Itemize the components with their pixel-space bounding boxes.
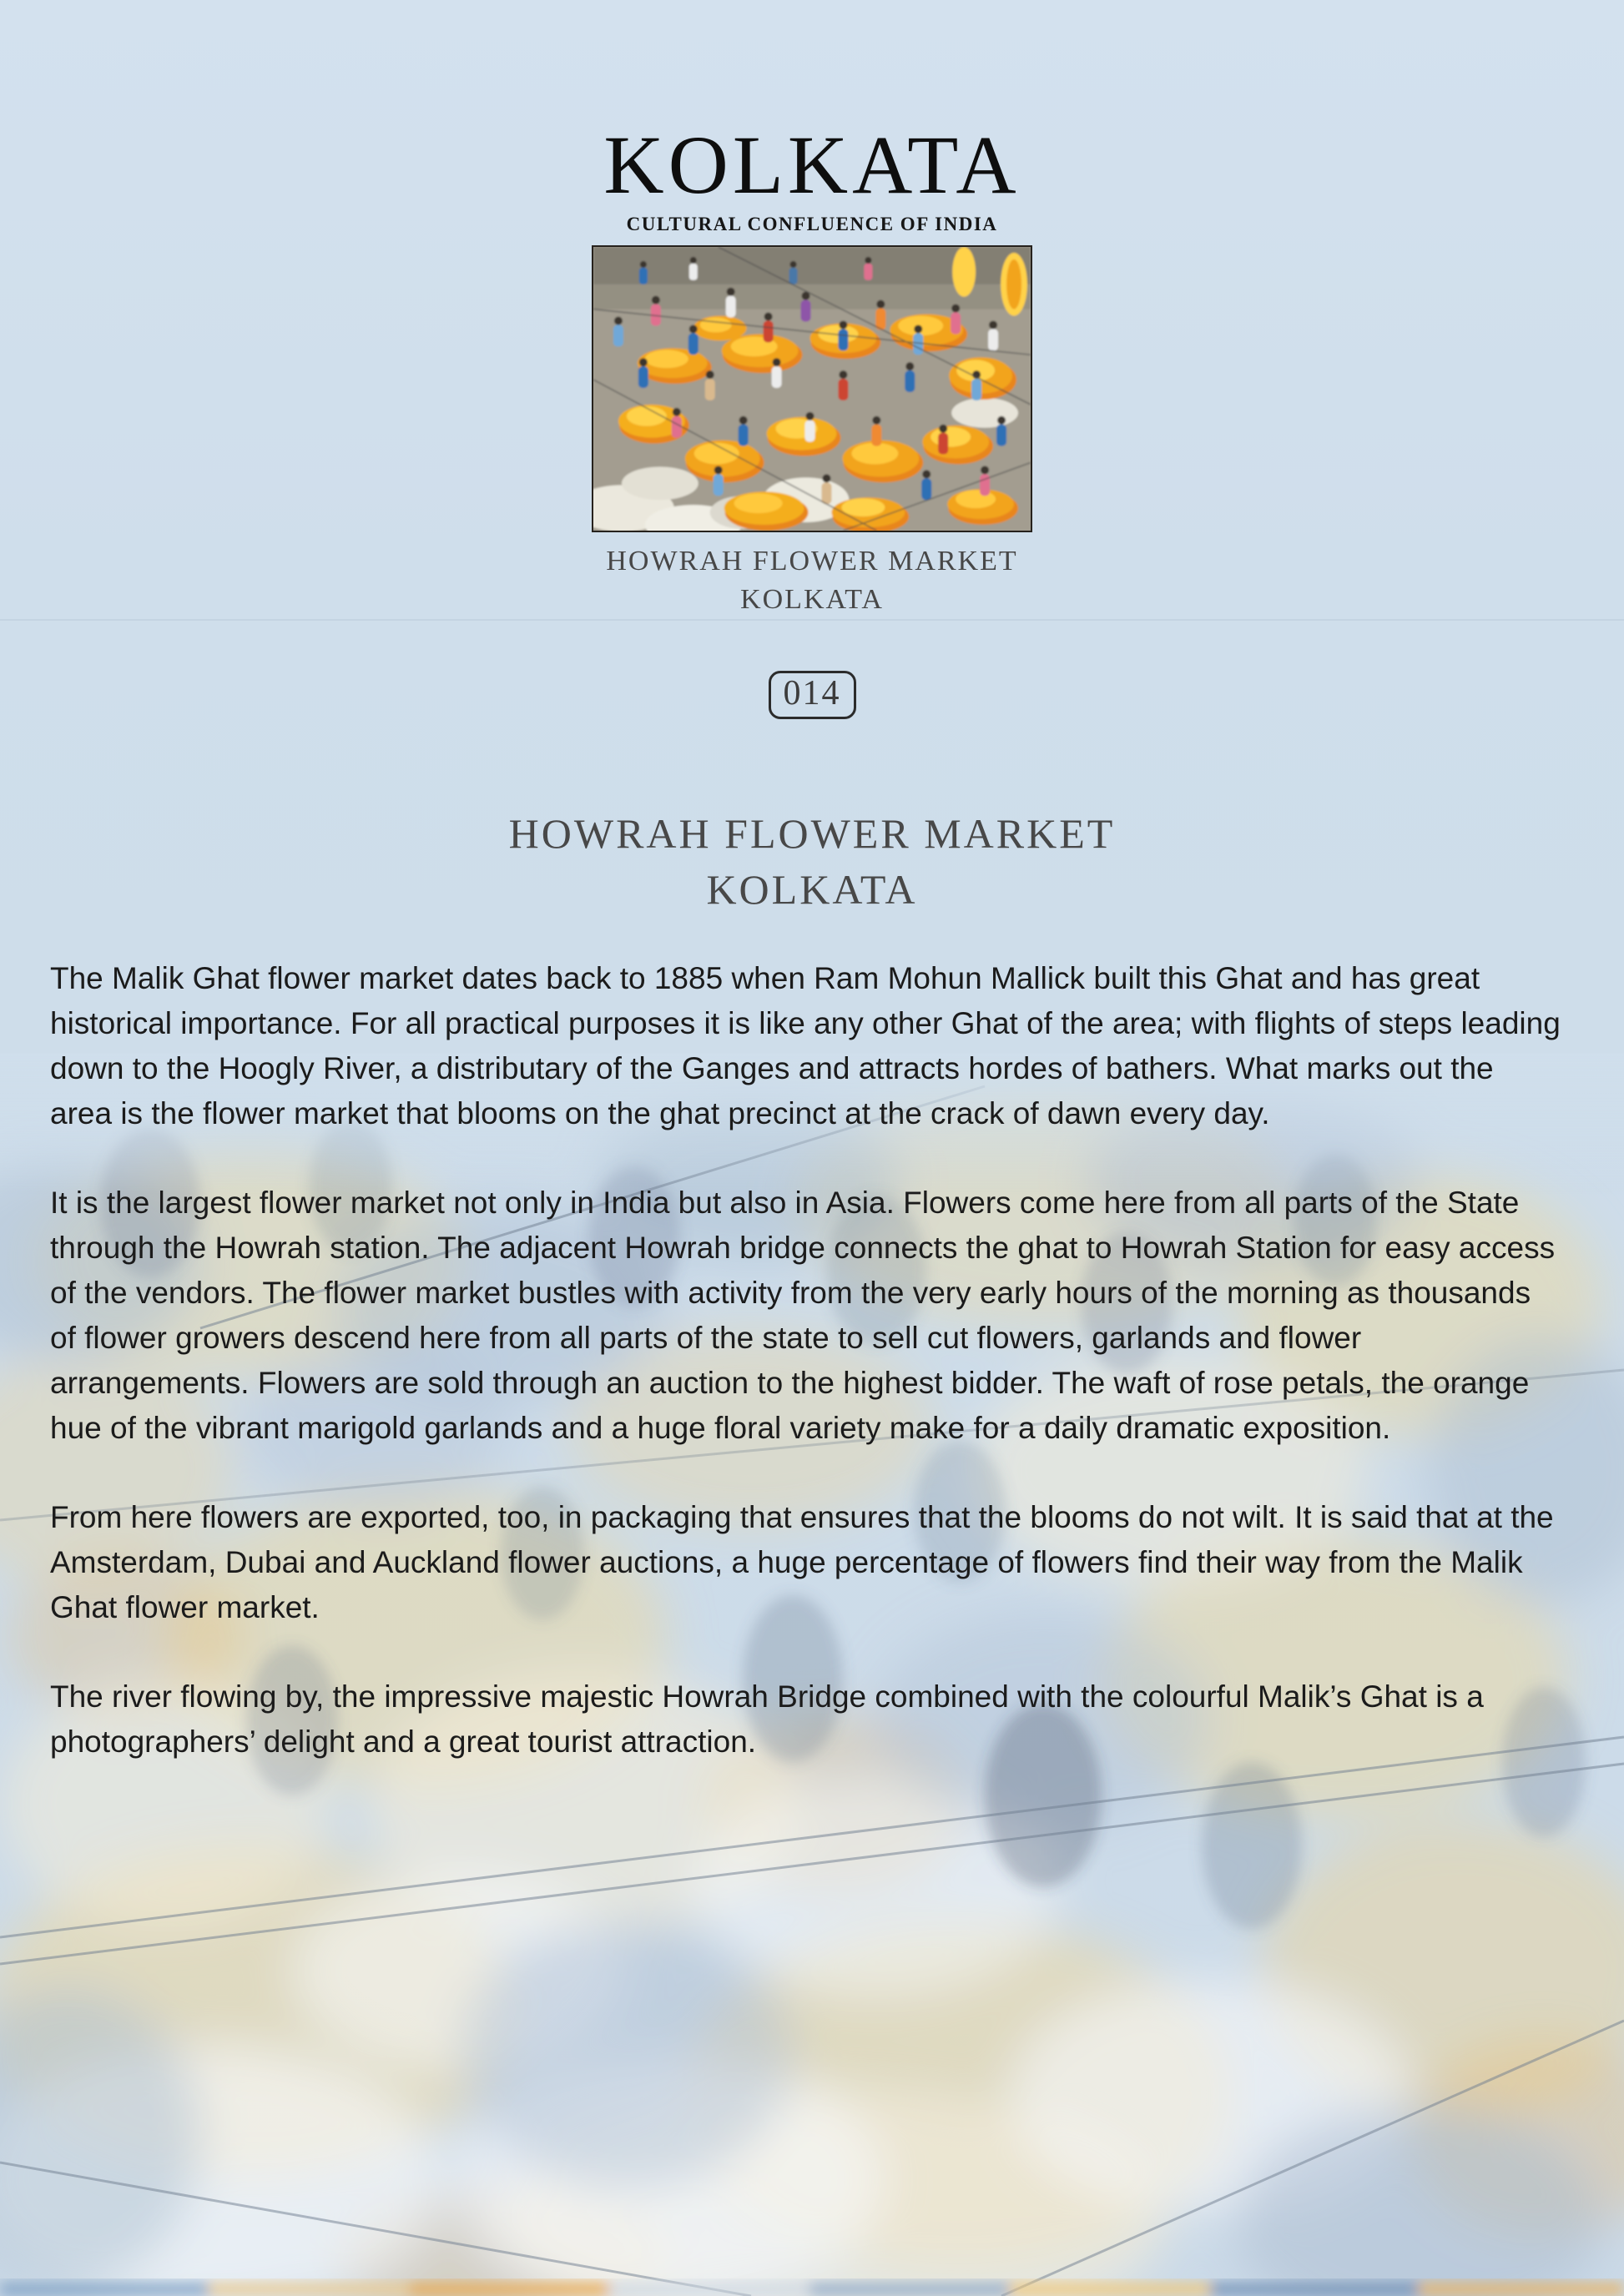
brand-subtitle: CULTURAL CONFLUENCE OF INDIA: [626, 214, 998, 234]
photo-caption: [0, 542, 1624, 619]
page-number-badge: 014: [769, 671, 856, 719]
market-photo-art: [593, 247, 1031, 531]
article-heading: [0, 806, 1624, 918]
photo-caption-line1: HOWRAH FLOWER MARKET: [606, 546, 1018, 577]
article-heading-line2: KOLKATA: [706, 866, 918, 913]
article-heading-line1: HOWRAH FLOWER MARKET: [508, 810, 1116, 857]
brand-title: KOLKATA: [603, 118, 1021, 211]
article-body: [50, 956, 1562, 1809]
article-paragraph-4: The river flowing by, the impressive majestic Howrah Bridge combined with the colourful Malik’s Ghat is a photographers’ delight and a great tourist attraction.: [50, 1679, 1484, 1759]
article-paragraph-1: The Malik Ghat flower market dates back to 1885 when Ram Mohun Mallick built this Ghat and has great historical importance. For all practical purposes it is like any other Ghat of the area; with flights of steps leading down to the Hoogly River, a distributary of the Ganges and attracts hordes of bathers. What marks out the area is the flower market that blooms on the ghat precinct at the crack of dawn every day.: [50, 961, 1561, 1130]
article-paragraph-3: From here flowers are exported, too, in packaging that ensures that the blooms do not wilt. It is said that at the Amsterdam, Dubai and Auckland flower auctions, a huge percentage of flowers find their way from the Malik Ghat flower market.: [50, 1500, 1554, 1624]
article-paragraph-2: It is the largest flower market not only in India but also in Asia. Flowers come here from all parts of the State through the Howrah station. The adjacent Howrah bridge connects the ghat to Howrah Station for easy access of the vendors. The flower market bustles with activity from the very early hours of the morning as thousands of flower growers descend here from all parts of the state to sell cut flowers, garlands and flower arrangements. Flowers are sold through an auction to the highest bidder. The waft of rose petals, the orange hue of the vibrant marigold garlands and a huge floral variety make for a daily dramatic exposition.: [50, 1186, 1556, 1445]
market-photo: [592, 245, 1032, 532]
brand-block: [0, 118, 1624, 235]
photo-caption-line2: KOLKATA: [740, 584, 884, 615]
page-number-row: [0, 671, 1624, 719]
